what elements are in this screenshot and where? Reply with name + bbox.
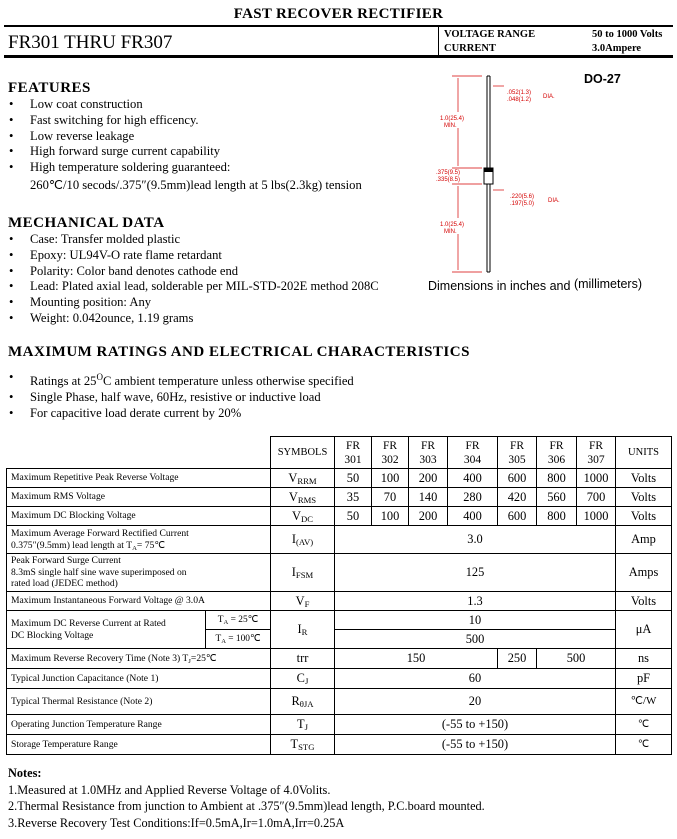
symbol-tstg: $T_{STG}$: [271, 735, 335, 755]
param-vrrm: Maximum Repetitive Peak Reverse Voltage: [7, 469, 271, 488]
lead-dia-max: .052(1.3): [507, 90, 532, 96]
body-dia-min: .197(5.0): [510, 201, 535, 207]
list-item: • For capacitive load derate current by 20%: [6, 406, 354, 422]
body-length-min: .335(8.5): [436, 177, 461, 183]
condition-ta-100: $T_A$ = 100℃: [206, 630, 271, 649]
list-item: • Low coat construction: [6, 97, 362, 113]
header-divider: [438, 27, 439, 55]
ratings-text: C ambient temperature unless otherwise specified: [102, 374, 354, 389]
value-cell: 3.0: [335, 526, 616, 554]
table-row: [7, 592, 672, 611]
mechanical-list: [6, 232, 379, 327]
list-item: • Low reverse leakage: [6, 129, 362, 145]
value-cell: (-55 to +150): [335, 715, 616, 735]
unit-cell: ℃/W: [616, 689, 672, 715]
unit-cell: Volts: [616, 507, 672, 526]
value-cell: 700: [577, 488, 616, 507]
list-item: • Fast switching for high efficency.: [6, 113, 362, 129]
unit-cell: pF: [616, 669, 672, 689]
cathode-band: [484, 168, 493, 172]
value-cell: 500: [335, 630, 616, 649]
symbol-iav: $I_{(AV)}$: [271, 526, 335, 554]
value-cell: 200: [409, 507, 448, 526]
document-title: FAST RECOVER RECTIFIER: [233, 6, 444, 22]
note-item: 1.Measured at 1.0MHz and Applied Reverse Voltage of 4.0Volits.: [8, 782, 331, 797]
ratings-text: Ratings at 25: [30, 374, 97, 389]
value-cell: 800: [537, 507, 577, 526]
param-vf: Maximum Instantaneous Forward Voltage @ 3.0A: [7, 592, 271, 611]
value-cell: 10: [335, 611, 616, 630]
value-cell: 60: [335, 669, 616, 689]
part-header-305: FR 305: [498, 437, 537, 469]
value-cell: 420: [498, 488, 537, 507]
package-name: DO-27: [584, 72, 621, 86]
value-cell: 400: [448, 469, 498, 488]
lead-length-bottom: 1.0(25.4): [440, 222, 465, 228]
param-trr: Maximum Reverse Recovery Time (Note 3) $T_J=25℃$: [7, 649, 271, 669]
body-length-max: .375(9.5): [436, 170, 461, 176]
unit-cell: ns: [616, 649, 672, 669]
value-cell: 125: [335, 554, 616, 592]
unit-cell: Amp: [616, 526, 672, 554]
note-item: 3.Reverse Recovery Test Conditions:If=0.5mA,Ir=1.0mA,Irr=0.25A: [8, 815, 345, 830]
table-row: [7, 649, 672, 669]
param-iav: Maximum Average Forward Rectified Current 0.375″(9.5mm) lead length at $T_A=$ 75℃: [7, 526, 271, 554]
value-cell: 600: [498, 469, 537, 488]
table-header-row: [7, 437, 672, 469]
current-value: 3.0Ampere: [592, 43, 642, 54]
symbol-tj: $T_J$: [271, 715, 335, 735]
value-cell: 100: [372, 469, 409, 488]
voltage-range-label: VOLTAGE RANGE: [444, 29, 536, 40]
unit-cell: Volts: [616, 469, 672, 488]
unit-cell: ℃: [616, 735, 672, 755]
value-cell: 400: [448, 507, 498, 526]
header-bottom-rule: [4, 55, 673, 58]
list-item: [6, 370, 354, 390]
value-cell: (-55 to +150): [335, 735, 616, 755]
value-cell: 150: [335, 649, 498, 669]
param-vrms: Maximum RMS Voltage: [7, 488, 271, 507]
value-cell: 70: [372, 488, 409, 507]
param-ir: Maximum DC Reverse Current at Rated DC Blocking Voltage: [7, 611, 206, 649]
part-header-306: FR 306: [537, 437, 577, 469]
table-row: [7, 669, 672, 689]
lead-length-top-min: MIN.: [444, 123, 457, 129]
value-cell: 100: [372, 507, 409, 526]
list-item: • Lead: Plated axial lead, solderable per MIL-STD-202E method 208C: [6, 279, 379, 295]
table-row: [7, 488, 672, 507]
part-header-302: FR 302: [372, 437, 409, 469]
param-vdc: Maximum DC Blocking Voltage: [7, 507, 271, 526]
symbol-vf: $V_F$: [271, 592, 335, 611]
value-cell: 500: [537, 649, 616, 669]
symbol-vdc: $V_{DC}$: [271, 507, 335, 526]
param-ifsm: Peak Forward Surge Current 8.3mS single half sine wave superimposed on rated load (JEDEC method): [7, 554, 271, 592]
list-item: • High temperature soldering guaranteed:: [6, 160, 362, 176]
features-heading: FEATURES: [8, 80, 91, 96]
mechanical-heading: MECHANICAL DATA: [8, 215, 165, 231]
value-cell: 1000: [577, 469, 616, 488]
ratings-conditions-list: [6, 370, 354, 422]
list-item: • Case: Transfer molded plastic: [6, 232, 379, 248]
symbol-ifsm: $I_{FSM}$: [271, 554, 335, 592]
list-item: • High forward surge current capability: [6, 144, 362, 160]
table-row: [7, 507, 672, 526]
unit-cell: Amps: [616, 554, 672, 592]
table-row: [7, 715, 672, 735]
lead-length-top: 1.0(25.4): [440, 116, 465, 122]
symbol-vrrm: $V_{RRM}$: [271, 469, 335, 488]
condition-ta-25: $T_A$ = 25℃: [206, 611, 271, 630]
notes-heading: Notes:: [8, 766, 42, 780]
param-cj: Typical Junction Capacitance (Note 1): [7, 669, 271, 689]
symbols-header: SYMBOLS: [271, 437, 335, 469]
voltage-range-value: 50 to 1000 Volts: [592, 29, 663, 40]
value-cell: 250: [498, 649, 537, 669]
param-rth: Typical Thermal Resistance (Note 2): [7, 689, 271, 715]
package-outline-drawing: [430, 72, 580, 276]
current-label: CURRENT: [444, 43, 496, 54]
lead-dia-min: .048(1.2): [507, 97, 532, 103]
features-list: [6, 97, 362, 194]
value-cell: 800: [537, 469, 577, 488]
body-dia-max: .220(5.6): [510, 194, 535, 200]
param-tstg: Storage Temperature Range: [7, 735, 271, 755]
list-item: • Mounting position: Any: [6, 295, 379, 311]
table-row: [7, 689, 672, 715]
value-cell: 1.3: [335, 592, 616, 611]
value-cell: 600: [498, 507, 537, 526]
list-item: • Epoxy: UL94V-O rate flame retardant: [6, 248, 379, 264]
body-dia-label: DIA.: [548, 198, 560, 204]
value-cell: 35: [335, 488, 372, 507]
table-row: [7, 526, 672, 554]
symbol-ir: $I_R$: [271, 611, 335, 649]
part-header-301: FR 301: [335, 437, 372, 469]
lead-length-bottom-min: MIN.: [444, 229, 457, 235]
part-range: FR301 THRU FR307: [8, 32, 173, 53]
symbol-rth: $R_{\theta JA}$: [271, 689, 335, 715]
ratings-table: [6, 436, 672, 755]
table-corner: [7, 437, 271, 469]
lead-dia-label: DIA.: [543, 94, 555, 100]
value-cell: 20: [335, 689, 616, 715]
unit-cell: ℃: [616, 715, 672, 735]
units-header: UNITS: [616, 437, 672, 469]
notes-section: [8, 765, 485, 831]
value-cell: 200: [409, 469, 448, 488]
part-header-307: FR 307: [577, 437, 616, 469]
value-cell: 560: [537, 488, 577, 507]
degree-mark: O: [96, 372, 103, 382]
symbol-vrms: $V_{RMS}$: [271, 488, 335, 507]
part-header-303: FR 303: [409, 437, 448, 469]
value-cell: 1000: [577, 507, 616, 526]
symbol-cj: $C_J$: [271, 669, 335, 689]
dimension-note-text: Dimensions in inches and: [428, 279, 571, 293]
list-item: • Single Phase, half wave, 60Hz, resistive or inductive load: [6, 390, 354, 406]
part-header-304: FR 304: [448, 437, 498, 469]
param-tj: Operating Junction Temperature Range: [7, 715, 271, 735]
value-cell: 50: [335, 469, 372, 488]
value-cell: 140: [409, 488, 448, 507]
dimension-note: [428, 279, 642, 293]
dimension-note-units: (millimeters): [573, 277, 642, 291]
value-cell: 50: [335, 507, 372, 526]
value-cell: 280: [448, 488, 498, 507]
table-row: [7, 611, 672, 630]
table-row: [7, 735, 672, 755]
unit-cell: Volts: [616, 592, 672, 611]
list-item: • Weight: 0.042ounce, 1.19 grams: [6, 311, 379, 327]
list-item: • Polarity: Color band denotes cathode end: [6, 264, 379, 280]
unit-cell: Volts: [616, 488, 672, 507]
note-item: 2.Thermal Resistance from junction to Ambient at .375″(9.5mm)lead length, P.C.board mounted.: [8, 799, 485, 813]
unit-cell: μA: [616, 611, 672, 649]
ratings-heading: MAXIMUM RATINGS AND ELECTRICAL CHARACTERISTICS: [8, 344, 470, 360]
table-row: [7, 469, 672, 488]
table-row: [7, 554, 672, 592]
symbol-trr: trr: [271, 649, 335, 669]
header-top-rule: [4, 25, 673, 27]
list-item-continuation: 260℃/10 secods/.375″(9.5mm)lead length at 5 lbs(2.3kg) tension: [30, 177, 362, 192]
